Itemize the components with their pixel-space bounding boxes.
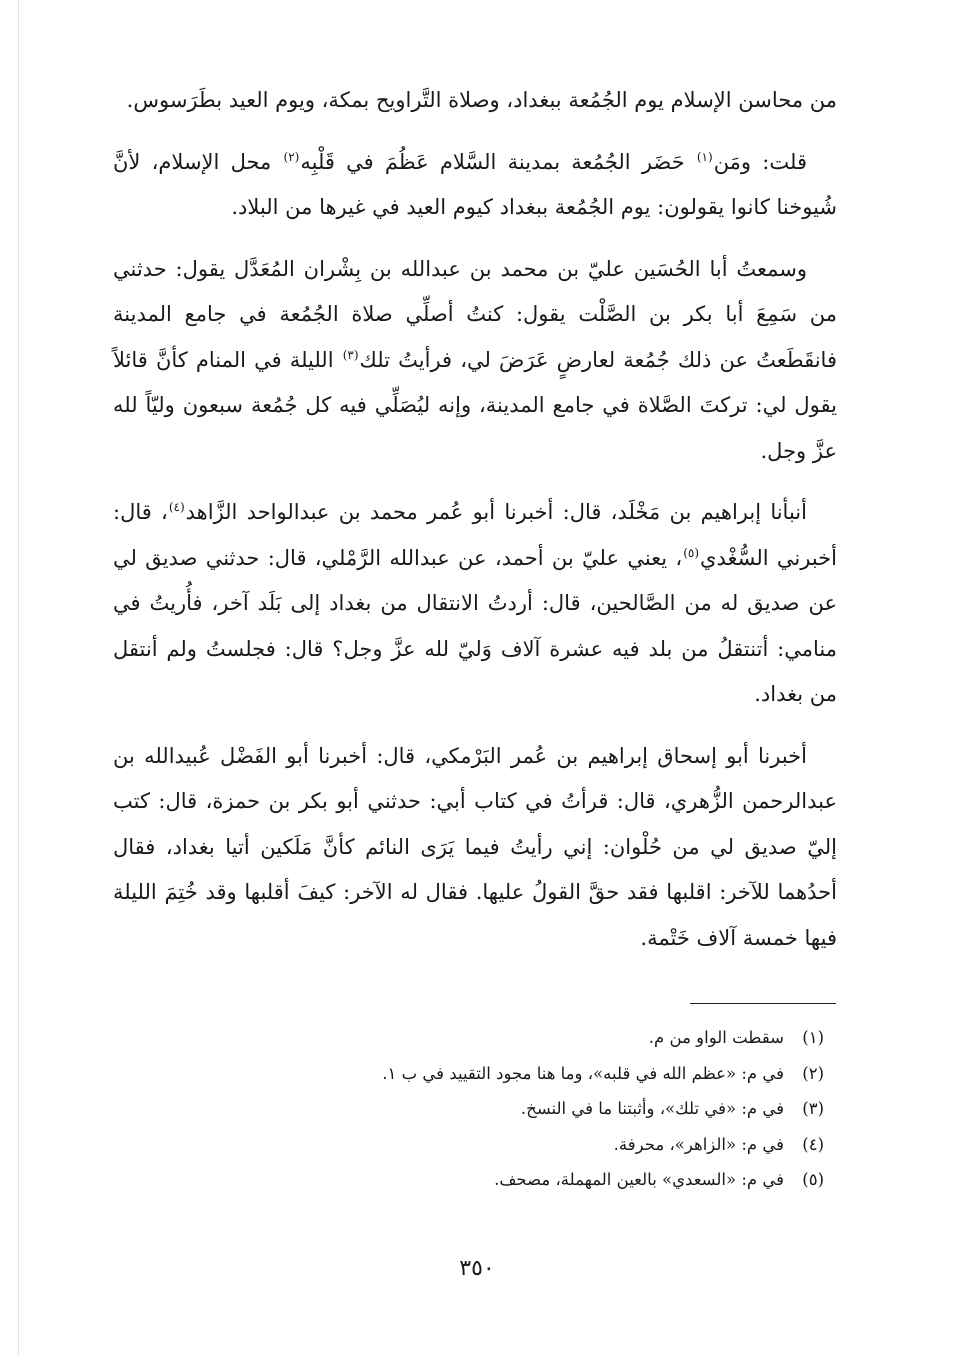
footnote-text: سقطت الواو من م. xyxy=(648,1028,784,1047)
text-run: محل الإسلام، لأنَّ شُيوخنا كانوا يقولون: يوم الجُمُعة ببغداد كيوم العيد في غيرها من البلاد. xyxy=(113,149,837,219)
footnote-text: في م: «الزاهر»، محرفة. xyxy=(613,1134,784,1154)
footnote-marker-2: (٢) xyxy=(283,149,300,164)
text-run: ، قال: أخبرني السُّغْدي xyxy=(113,500,837,570)
footnote-marker-1: (١) xyxy=(696,149,713,164)
paragraph-3 xyxy=(113,247,837,475)
main-text xyxy=(113,78,837,977)
footnote-number: (٥) xyxy=(802,1170,824,1189)
footnote-marker-4: (٤) xyxy=(168,500,185,514)
footnote-item xyxy=(264,1162,824,1198)
page-gutter-line xyxy=(18,0,19,1355)
footnote-item xyxy=(264,1091,824,1127)
text-run: وسمعتُ أبا الحُسَين عليّ بن محمد بن عبدالله بن بِشْران المُعَدَّل يقول: حدثني من سَمِعَ أبا بكر بن الصَّلْت يقول: كنتُ أصلِّي صلاة الجُمُعة في جامع المدينة فانقَطَعتُ عن ذلك جُمُعة لعارضٍ عَرَضَ لي، فرأيتُ تلك xyxy=(113,256,837,372)
paragraph-4 xyxy=(113,490,837,718)
footnote-separator xyxy=(690,1003,836,1004)
page-number: ٣٥٠ xyxy=(459,1256,495,1281)
paragraph-1 xyxy=(113,78,837,124)
footnote-text: في م: «في تلك»، وأثبتنا ما في النسخ. xyxy=(520,1099,784,1118)
footnote-text: في م: «السعدي» بالعين المهملة، مصحف. xyxy=(494,1170,784,1189)
text-run: قلت: ومَن xyxy=(713,149,807,174)
footnotes-list xyxy=(264,1020,824,1198)
footnote-number: (١) xyxy=(802,1028,824,1047)
text-run: الليلة في المنام كأنَّ قائلاً يقول لي: تركتَ الصَّلاة في جامع المدينة، وإنه ليُصَلِّي فيه كل جُمُعة سبعون وليّاً لله عزَّ وجل. xyxy=(113,347,837,463)
footnote-item xyxy=(264,1056,824,1092)
text-run: ، يعني عليّ بن أحمد، عن عبدالله الرَّمْلي، قال: حدثني صديق لي عن صديق له من الصَّالحين، قال: أردتُ الانتقال من بغداد إلى بَلَد آخر، فأُريتُ في منامي: أتنتقلُ من بلد فيه عشرة آلاف وَليّ لله عزَّ وجل؟ قال: فجلستُ ولم أنتقل من بغداد. xyxy=(113,545,837,706)
text-run: من محاسن الإسلام يوم الجُمُعة ببغداد، وصلاة التَّراويح بمكة، ويوم العيد بطَرَسوس. xyxy=(126,88,837,112)
footnote-item xyxy=(264,1127,824,1163)
footnote-number: (٣) xyxy=(802,1099,824,1118)
footnote-text: في م: «عظم الله في قلبه»، وما هنا مجود التقييد في ب ١. xyxy=(382,1063,784,1083)
text-run: أخبرنا أبو إسحاق إبراهيم بن عُمر البَرْمكي، قال: أخبرنا أبو الفَضْل عُبيدالله بن عبدالرحمن الزُّهري، قال: قرأتُ في كتاب أبي: حدثني أبو بكر بن حمزة، قال: كتب إليّ صديق لي من حُلْوان: إني رأيتُ فيما يَرَى النائم كأنَّ مَلَكين أتيا بغداد، فقال أحدُهما للآخر: اقلبها فقد حقَّ القولُ عليها. فقال له الآخر: كيفَ أقلبها وقد خُتِمَ الليلة فيها خمسة آلاف خَتْمة. xyxy=(113,743,838,950)
text-run: حَضَر الجُمُعة بمدينة السَّلام عَظُمَ في قَلْبِه xyxy=(300,149,696,174)
footnote-marker-3: (٣) xyxy=(342,347,359,362)
footnote-item xyxy=(264,1020,824,1056)
text-run: أنبأنا إبراهيم بن مَخْلَد، قال: أخبرنا أبو عُمر محمد بن عبدالواحد الزَّاهد xyxy=(185,500,807,524)
footnote-marker-5: (٥) xyxy=(683,545,700,560)
footnote-number: (٢) xyxy=(802,1063,824,1083)
paragraph-5 xyxy=(113,734,837,962)
footnote-number: (٤) xyxy=(802,1134,824,1154)
paragraph-2 xyxy=(113,140,837,231)
